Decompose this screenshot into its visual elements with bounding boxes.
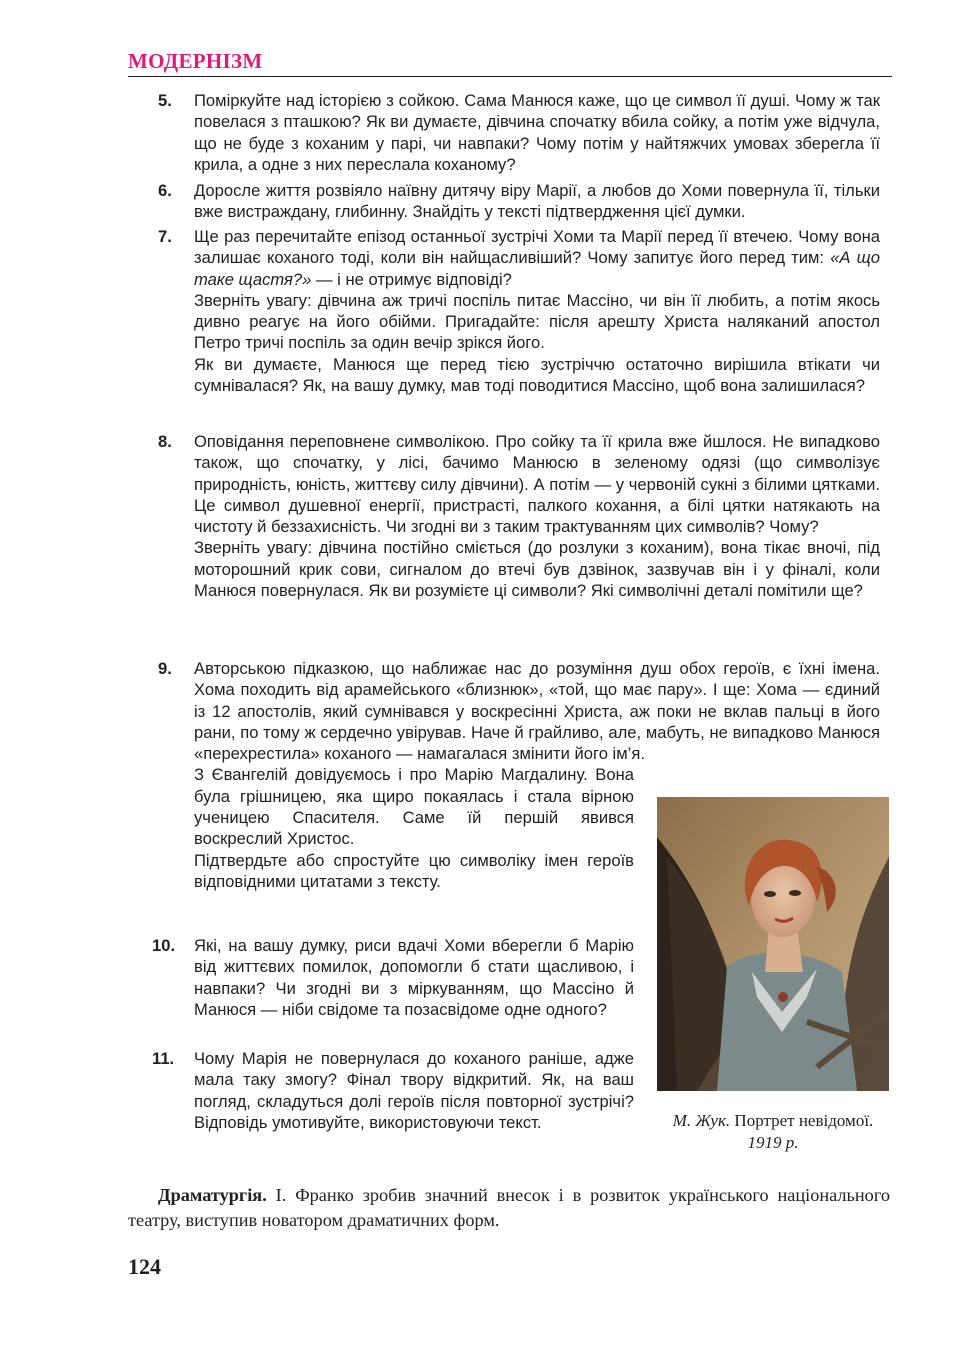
question-6 — [158, 180, 880, 223]
closing-lead: Драматургія. — [158, 1185, 267, 1205]
closing-paragraph — [128, 1183, 890, 1233]
question-number: 11. — [152, 1049, 175, 1068]
page-number: 124 — [128, 1254, 161, 1279]
question-note: Як ви думаєте, Манюся ще перед тією зустріччю остаточно вирішила втікати чи сумнівалася? Як, на вашу думку, мав тоді поводитися Массіно, щоб вона залишилася? — [194, 354, 880, 396]
question-text: Доросле життя розвіяло наївну дитячу віру Марії, а любов до Хоми повернула її, тільки вже вистраждану, глибинну. Знайдіть у тексті підтвердження цієї думки. — [194, 181, 880, 222]
question-number: 5. — [158, 91, 172, 110]
question-note: Зверніть увагу: дівчина аж тричі поспіль питає Массіно, чи він її любить, а потім якось дивно реагує на його обійми. Пригадайте: після арешту Христа наляканий апостол Петро тричі поспіль за один вечір зрікся його. — [194, 290, 880, 353]
quote: «А що таке щастя?» — [194, 248, 880, 289]
question-text: Чому Марія не повернулася до коханого раніше, адже мала таку змогу? Фінал твору відкритий. Як, на ваш погляд, складуться долі героїв після повторної зустрічі? Відповідь умотивуйте, використовуючи текст. — [194, 1049, 634, 1132]
portrait-painting — [657, 797, 889, 1091]
question-note: З Євангелій довідуємось і про Марію Магдалину. Вона була грішницею, яка щиро покаялась і стала вірною ученицею Спасителя. Саме їй першій явився воскреслий Христос. — [194, 765, 634, 849]
question-text: Ще раз перечитайте епізод останньої зустрічі Хоми та Марії перед її втечею. Чому вона залишає коханого тоді, коли він найщасливіший? Чому запитує його перед тим: «А що таке щастя?» — і не отримує відповіді? — [194, 227, 880, 289]
question-text: Авторською підказкою, що наближає нас до розуміння душ обох героїв, є їхні імена. Хома походить від арамейського «близнюк», «той, що має пару». І ще: Хома — єдиний із 12 апостолів, який сумнівався у воскресінні Христа, аж поки не вклав пальці в його рани, по тому ж сердечно увірував. Наче й грайливо, але, мабуть, не випадково Манюся «перехрестила» коханого — намагалася змінити його ім’я. — [194, 659, 880, 764]
page-header — [128, 48, 892, 77]
question-note: Зверніть увагу: дівчина постійно сміється (до розлуки з коханим), вона тікає вночі, під моторошний крик сови, сигналом до втечі був дзвінок, зазвучав він і у фіналі, коли Манюся повернулася. Як ви розумієте ці символи? Які символічні деталі помітили ще? — [194, 538, 880, 601]
question-10 — [152, 935, 638, 1020]
closing-text: І. Франко зробив значний внесок і в розвиток українського національного театру, виступив новатором драматичних форм. — [128, 1185, 890, 1230]
question-text: Які, на вашу думку, риси вдачі Хоми вберегли б Марію від життєвих помилок, допомогли б стати щасливою, і навпаки? Чи згодні ви з міркуванням, що Массіно й Манюся — ніби свідоме та позасвідоме одне одного? — [194, 936, 634, 1019]
question-8 — [158, 431, 880, 601]
question-number: 10. — [152, 936, 176, 955]
caption-year: 1919 р. — [747, 1133, 799, 1152]
caption-author: М. Жук. — [672, 1111, 731, 1130]
caption-title: Портрет невідомої. — [730, 1111, 874, 1130]
section-title: МОДЕРНІЗМ — [128, 49, 263, 73]
question-text: Поміркуйте над історією з сойкою. Сама Манюся каже, що це символ її душі. Чому ж так повелася з пташкою? Як ви думаєте, дівчина спочатку вбила сойку, а потім уже відчула, що не буде з коханим у парі, чи навпаки? Чому потім у найтяжчих умовах зберегла її крила, а одне з них переслала коханому? — [194, 91, 880, 174]
question-text: Оповідання переповнене символікою. Про сойку та її крила вже йшлося. Не випадково також, що спочатку, у лісі, бачимо Манюсю в зеленому одязі (що символізує природність, юність, життєву силу дівчини). А потім — у червоній сукні з білими цятками. Це символ душевної енергії, пристрасті, палкого кохання, а білі цятки натякають на чистоту й беззахисність. Чи згодні ви з таким трактуванням цих символів? Чому? — [194, 432, 880, 537]
figure-caption — [657, 1110, 889, 1154]
question-number: 7. — [158, 227, 172, 246]
question-number: 6. — [158, 181, 172, 200]
question-7 — [158, 226, 880, 396]
question-note: Підтвердьте або спростуйте цю символіку імен героїв відповідними цитатами з тексту. — [194, 850, 634, 891]
question-11 — [152, 1048, 638, 1133]
question-number: 9. — [158, 659, 172, 678]
question-number: 8. — [158, 432, 172, 451]
question-5 — [158, 90, 880, 175]
